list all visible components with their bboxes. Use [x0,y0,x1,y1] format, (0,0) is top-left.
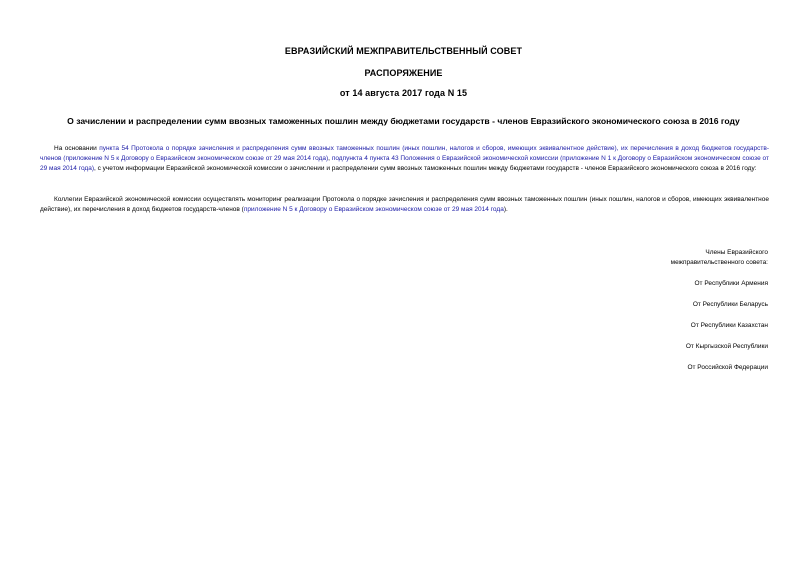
signatory-kazakhstan: От Республики Казахстан [690,322,768,329]
paragraph-basis [40,144,769,174]
signatory-armenia: От Республики Армения [694,280,768,287]
signatories-heading-line-2: межправительственного совета: [670,259,768,266]
protocol-point-54-link[interactable]: пункта 54 Протокола о порядке зачисления и распределения сумм ввозных таможенных пошлин (иных пошлин, налогов и сборов, имеющих эквивалентное действие), их перечисления в доход бюджетов государств-членов (приложение N 5 к Договору о Евразийском экономическом союзе от 29 мая 2014 года) [40,145,769,162]
paragraph-instruction-text-1: Коллегии Евразийской экономической комиссии осуществлять мониторинг реализации Протокола о порядке зачисления и распределения сумм ввозных таможенных пошлин (иных пошлин, налогов и сборов, имеющих эквивалентное действие), их перечисления в доход бюджетов государств-членов ( [40,196,769,213]
document-type-title: РАСПОРЯЖЕНИЕ [364,68,443,78]
paragraph-basis-text-1: На основании [54,145,100,152]
issuing-body-title: ЕВРАЗИЙСКИЙ МЕЖПРАВИТЕЛЬСТВЕННЫЙ СОВЕТ [284,46,523,56]
treaty-annex-5-link[interactable]: приложение N 5 к Договору о Евразийском экономическом союзе от 29 мая 2014 года [243,206,504,213]
signatory-russia: От Российской Федерации [687,364,768,371]
paragraph-basis-text-3: , с учетом информации Евразийской экономической комиссии о зачислении и распределении сумм ввозных таможенных пошлин между бюджетами государств - членов Евразийского экономического союза в 2016 году: [93,165,757,172]
commission-regulation-link[interactable]: подпункта 4 пункта 43 Положения о Евразийской экономической комиссии (приложение N 1 к Договору о Евразийском экономическом союзе от 29 мая 2014 года) [40,155,769,172]
signatories-heading-line-1: Члены Евразийского [705,249,768,256]
paragraph-basis-text-2: , [328,155,332,162]
signatory-belarus: От Республики Беларусь [692,301,768,308]
document-date-number: от 14 августа 2017 года N 15 [339,88,468,98]
signatories-heading [671,248,768,268]
paragraph-instruction-text-2: ). [503,206,508,213]
signatory-kyrgyzstan: От Кыргызской Республики [685,343,768,350]
paragraph-instruction [40,195,769,215]
document-subject: О зачислении и распределении сумм ввозных таможенных пошлин между бюджетами государств - членов Евразийского экономического союза в 2016 году [67,116,740,126]
